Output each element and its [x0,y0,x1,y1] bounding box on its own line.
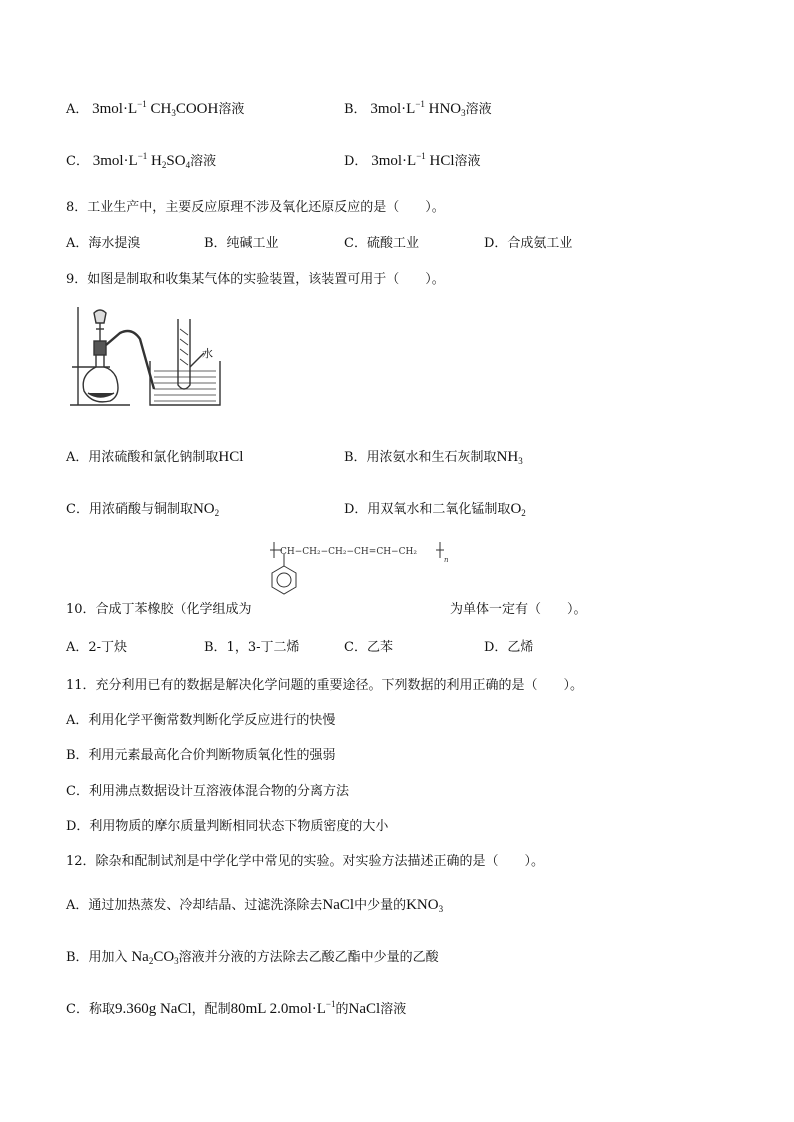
q8-stem: 8．工业生产中，主要反应原理不涉及氧化还原反应的是（ ）。 [66,200,445,215]
q9-option-a: A．用浓硫酸和氯化钠制取HCl [66,449,244,465]
suffix: 溶液 [465,102,492,117]
concentration: $3mol\cdot L^{-1}$ $CH_3COOH$ [92,99,219,118]
water-label: 水 [202,347,213,360]
q12-option-b: B．用加入 $Na_2CO_3$溶液并分液的方法除去乙酸乙酯中少量的乙酸 [66,949,439,966]
q9-option-c: C．用浓硝酸与铜制取$NO_2$ [66,501,220,518]
q9-option-d: D．用双氧水和二氧化锰制取$O_2$ [344,501,526,518]
q7-option-d [344,150,481,170]
formula-chain: CH−CH₂−CH₂−CH=CH−CH₂ [280,547,417,557]
concentration: $3mol\cdot L^{-1}$ $H_2SO_4$ [92,151,191,170]
q11-option-b: B．利用元素最高化合价判断物质氧化性的强弱 [66,748,336,763]
q8-option-a: A．海水提溴 [66,236,141,251]
q12-option-c: C．称取9.360g NaCl，配制80mL $2.0mol\cdot L^{-1}$的NaCl溶液 [66,999,407,1017]
q10-option-d: D．乙烯 [484,640,534,655]
q8-option-b: B．纯碱工业 [204,236,279,251]
suffix: 溶液 [218,102,245,117]
q7-option-a [66,98,244,118]
q7-option-b [344,98,492,118]
styrene-butadiene-formula [268,540,448,606]
q11-option-c: C．利用沸点数据设计互溶液体混合物的分离方法 [66,784,349,799]
option-label: A． [66,102,89,117]
q7-option-c [66,150,216,170]
q11-option-d: D．利用物质的摩尔质量判断相同状态下物质密度的大小 [66,819,389,834]
option-label: C． [66,154,89,169]
q8-option-d: D．合成氨工业 [484,236,573,251]
suffix: 溶液 [190,154,217,169]
q10-option-c: C．乙苯 [344,640,393,655]
option-label: B． [344,102,367,117]
q9-stem: 9．如图是制取和收集某气体的实验装置，该装置可用于（ ）。 [66,272,445,287]
concentration: $3mol\cdot L^{-1}$ HCl [371,151,455,169]
q11-stem: 11．充分利用已有的数据是解决化学问题的重要途径。下列数据的利用正确的是（ ）。 [66,678,584,693]
q10-stem-post: 为单体一定有（ ）。 [450,602,587,617]
suffix: 溶液 [454,154,481,169]
q8-option-c: C．硫酸工业 [344,236,419,251]
q10-option-b: B．1，3-丁二烯 [204,640,300,655]
q12-option-a: A．通过加热蒸发、冷却结晶、过滤洗涤除去NaCl中少量的$KNO_3$ [66,897,444,914]
q10-stem-pre: 10．合成丁苯橡胶（化学组成为 [66,602,252,617]
q11-option-a: A．利用化学平衡常数判断化学反应进行的快慢 [66,713,336,728]
q10-option-a: A．2-丁炔 [66,640,128,655]
q9-option-b: B．用浓氨水和生石灰制取$NH_3$ [344,449,523,466]
formula-n: n [444,556,449,564]
concentration: $3mol\cdot L^{-1}$ $HNO_3$ [370,99,466,118]
q12-stem: 12．除杂和配制试剂是中学化学中常见的实验。对实验方法描述正确的是（ ）。 [66,854,545,869]
option-label: D． [344,154,368,169]
